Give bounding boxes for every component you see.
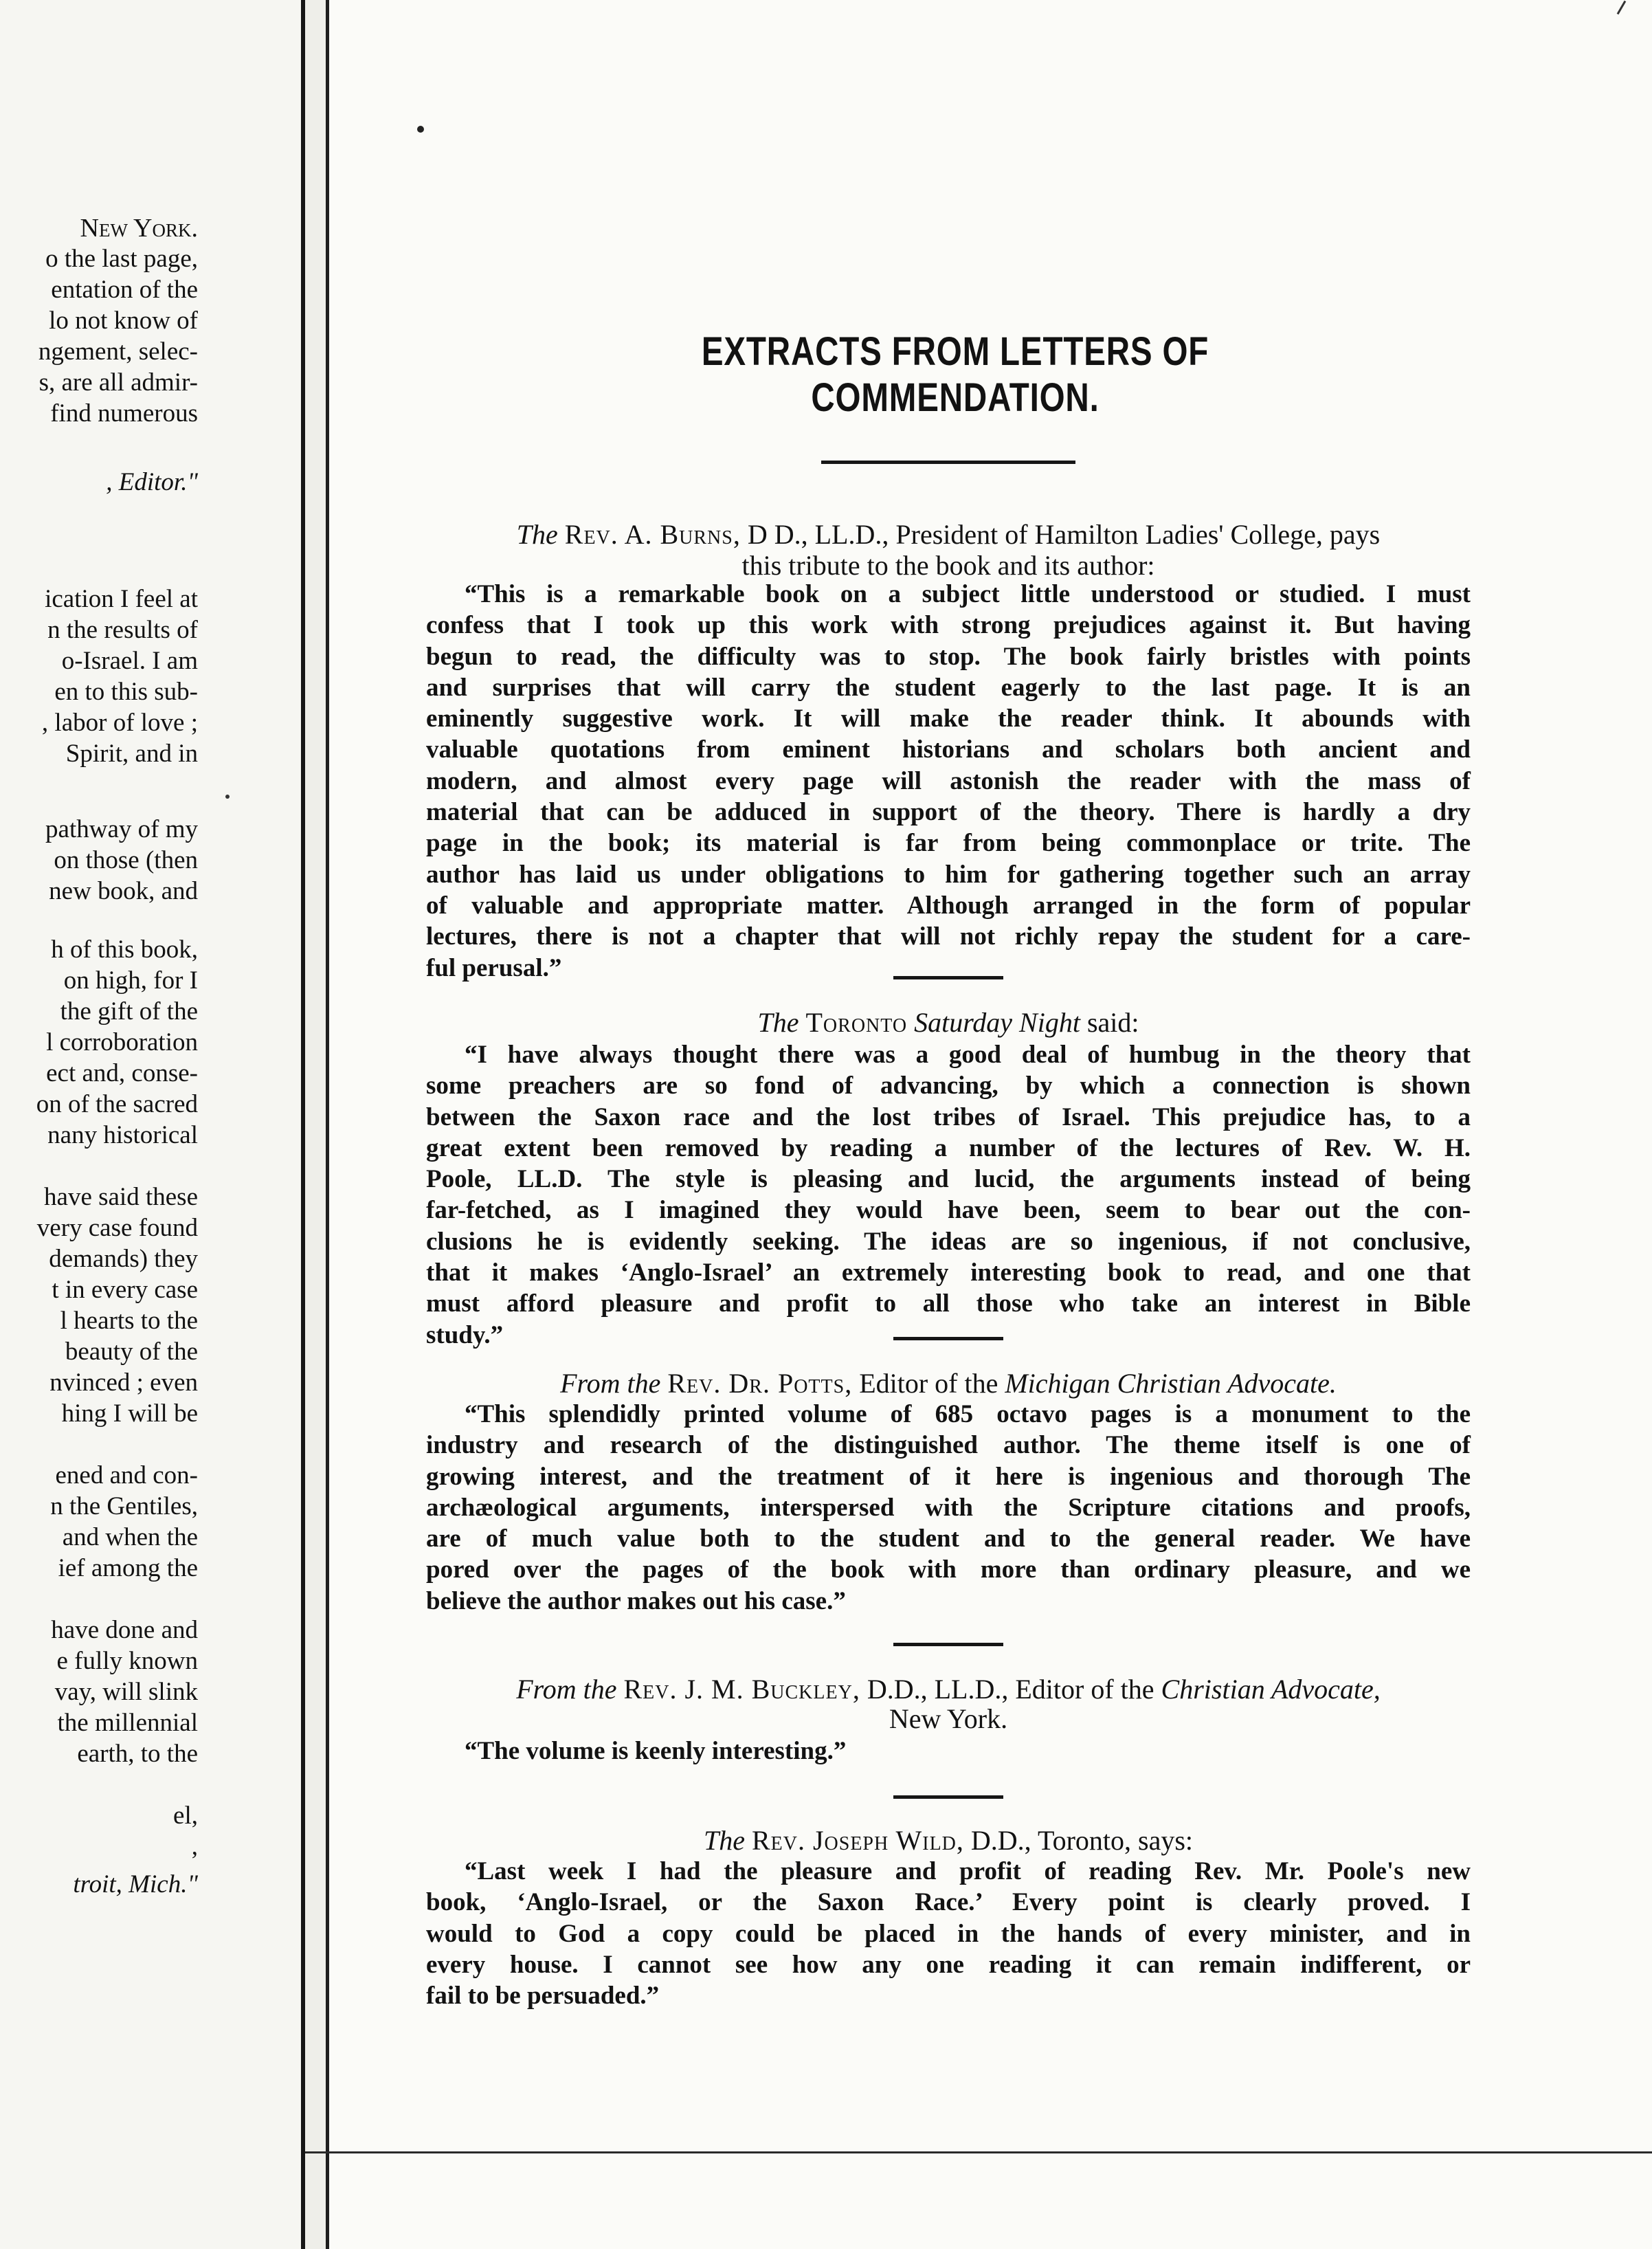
- quote-line: eminently suggestive work. It will make the reader think. It abounds with: [426, 705, 1471, 733]
- left-page-line: find numerous: [50, 399, 198, 428]
- left-page-line: ened and con-: [55, 1461, 198, 1489]
- quote-line: “This is a remarkable book on a subject little understood or studied. I must: [465, 580, 1471, 608]
- quote-line: must afford pleasure and profit to all those who take an interest in Bible: [426, 1289, 1471, 1318]
- left-page-line: and when the: [62, 1523, 198, 1551]
- attribution-segment: Editor of the: [852, 1368, 1005, 1399]
- attribution-segment: D.D., Toronto, says:: [963, 1825, 1194, 1856]
- left-page-line: vay, will slink: [54, 1678, 198, 1706]
- testimonial-quote: [426, 1039, 1471, 1351]
- quote-line: author has laid us under obligations to him for gathering together such an array: [426, 860, 1471, 889]
- left-page-line: ief among the: [58, 1554, 198, 1582]
- left-page-line: nvinced ; even: [49, 1369, 198, 1397]
- quote-line: between the Saxon race and the lost tribes of Israel. This prejudice has, to a: [426, 1103, 1471, 1131]
- quote-line: “This splendidly printed volume of 685 octavo pages is a monument to the: [465, 1400, 1471, 1428]
- quote-line: great extent been removed by reading a number of the lectures of Rev. W. H.: [426, 1133, 1471, 1162]
- left-page-line: troit, Mich.": [73, 1870, 198, 1898]
- attribution-segment: [745, 1825, 752, 1856]
- quote-line: book, ‘Anglo-Israel, or the Saxon Race.’ Every point is clearly proved. I: [426, 1888, 1471, 1917]
- left-page-line: nany historical: [47, 1121, 198, 1149]
- attribution-segment: The: [757, 1007, 799, 1038]
- attribution-segment: D D., LL.D., President of Hamilton Ladies' College, pays: [740, 519, 1381, 550]
- left-page-line: demands) they: [49, 1245, 198, 1273]
- attribution-segment: From the: [560, 1368, 661, 1399]
- quote-line: that it makes ‘Anglo-Israel’ an extremely interesting book to read, and one that: [426, 1259, 1471, 1287]
- quote-line: “The volume is keenly interesting.”: [465, 1737, 847, 1765]
- quote-line: far-fetched, as I imagined they would have been, seem to bear out the con-: [426, 1196, 1471, 1225]
- left-page-line: l hearts to the: [60, 1307, 198, 1335]
- left-page-line: ect and, conse-: [46, 1059, 198, 1087]
- testimonial-attribution: [440, 1825, 1457, 1857]
- quote-line: and surprises that will carry the student eagerly to the last page. It is an: [426, 673, 1471, 702]
- section-divider: [893, 1337, 1003, 1340]
- left-page-line: lo not know of: [49, 307, 198, 335]
- quote-line: modern, and almost every page will astonish the reader with the mass of: [426, 766, 1471, 795]
- left-page-line: beauty of the: [65, 1338, 198, 1366]
- quote-line: page in the book; its material is far from being commonplace or trite. The: [426, 829, 1471, 858]
- quote-line: begun to read, the difficulty was to stop. The book fairly bristles with points: [426, 642, 1471, 671]
- left-page-line: New York.: [80, 214, 198, 243]
- attribution-segment: Saturday Night: [914, 1007, 1080, 1038]
- page-edge-rule: [326, 0, 329, 2249]
- left-page-line: on of the sacred: [36, 1090, 198, 1118]
- left-page-line: on those (then: [54, 846, 198, 874]
- left-page-line: the millennial: [57, 1709, 198, 1737]
- left-page-line: very case found: [36, 1214, 198, 1242]
- binding-gutter: [305, 0, 326, 2249]
- quote-line: Poole, LL.D. The style is pleasing and lucid, the arguments instead of being: [426, 1165, 1471, 1194]
- previous-page-fragment: [0, 0, 301, 2249]
- left-page-line: e fully known: [56, 1647, 198, 1675]
- testimonial-attribution: [440, 519, 1457, 551]
- left-page-line: en to this sub-: [54, 678, 198, 706]
- attribution-segment: The: [516, 519, 558, 550]
- attribution-segment: Rev. Joseph Wild,: [751, 1825, 964, 1856]
- testimonial-quote: [426, 579, 1471, 984]
- left-page-line: hing I will be: [61, 1399, 198, 1428]
- quote-line: “Last week I had the pleasure and profit of reading Rev. Mr. Poole's new: [465, 1857, 1471, 1885]
- attribution-segment: [558, 519, 565, 550]
- attribution-segment: Toronto: [805, 1007, 908, 1038]
- attribution-segment: Michigan Christian Advocate.: [1005, 1368, 1337, 1399]
- attribution-segment: Rev. A. Burns,: [564, 519, 741, 550]
- testimonial-attribution: [440, 1674, 1457, 1705]
- attribution-segment: Rev. Dr. Potts,: [667, 1368, 853, 1399]
- attribution-segment: [907, 1007, 914, 1038]
- left-page-line: ication I feel at: [45, 585, 198, 613]
- left-page-line: l corroboration: [46, 1028, 198, 1056]
- testimonial-attribution: [440, 1368, 1457, 1399]
- testimonial-attribution: [440, 1007, 1457, 1039]
- left-page-line: n the results of: [47, 616, 198, 644]
- stray-ink-mark: [1617, 1, 1627, 15]
- attribution-segment: Rev. J. M. Buckley,: [623, 1674, 860, 1705]
- title-divider: [821, 461, 1075, 464]
- section-divider: [893, 976, 1003, 979]
- testimonial-attribution-continued: this tribute to the book and its author:: [741, 550, 1155, 581]
- quote-line: lectures, there is not a chapter that will not richly repay the student for a care-: [426, 922, 1471, 951]
- left-page-line: the gift of the: [60, 997, 198, 1026]
- left-page-line: , Editor.": [106, 468, 198, 496]
- page-bottom-edge: [305, 2151, 1652, 2153]
- quote-line: pored over the pages of the book with more than ordinary pleasure, and we: [426, 1555, 1471, 1584]
- quote-line: believe the author makes out his case.”: [426, 1586, 846, 1615]
- quote-line: industry and research of the distinguished author. The theme itself is one of: [426, 1431, 1471, 1460]
- quote-line: archæological arguments, interspersed with the Scripture citations and proofs,: [426, 1493, 1471, 1522]
- testimonial-quote: [426, 1856, 1471, 2011]
- left-page-line: pathway of my: [45, 815, 198, 843]
- left-page-line: have said these: [44, 1183, 198, 1211]
- quote-line: study.”: [426, 1320, 504, 1349]
- quote-line: would to God a copy could be placed in the hands of every minister, and in: [426, 1919, 1471, 1948]
- attribution-segment: [799, 1007, 806, 1038]
- attribution-segment: [660, 1368, 667, 1399]
- attribution-segment: Christian Advocate,: [1161, 1674, 1381, 1705]
- attribution-segment: The: [703, 1825, 745, 1856]
- left-page-line: s, are all admir-: [38, 368, 198, 397]
- section-divider: [893, 1795, 1003, 1799]
- left-page-line: earth, to the: [77, 1740, 198, 1768]
- attribution-segment: [616, 1674, 623, 1705]
- attribution-segment: D.D., LL.D., Editor of the: [860, 1674, 1161, 1705]
- left-page-line: have done and: [51, 1616, 198, 1644]
- left-page-line: o the last page,: [45, 245, 198, 273]
- left-page-line: o-Israel. I am: [61, 647, 198, 675]
- stray-ink-mark: [225, 795, 230, 799]
- quote-line: some preachers are so fond of advancing, by which a connection is shown: [426, 1072, 1471, 1100]
- quote-line: fail to be persuaded.”: [426, 1982, 660, 2010]
- left-page-line: ngement, selec-: [38, 337, 198, 366]
- left-page-line: h of this book,: [51, 935, 198, 964]
- testimonial-quote: [426, 1736, 1471, 1766]
- left-page-line: Spirit, and in: [65, 740, 198, 768]
- section-divider: [893, 1643, 1003, 1646]
- quote-line: of valuable and appropriate matter. Although arranged in the form of popular: [426, 891, 1471, 920]
- left-page-line: el,: [173, 1802, 198, 1830]
- quote-line: growing interest, and the treatment of it here is ingenious and thorough The: [426, 1462, 1471, 1491]
- testimonial-attribution-continued: New York.: [889, 1703, 1008, 1734]
- quote-line: are of much value both to the student and to the general reader. We have: [426, 1525, 1471, 1553]
- left-page-line: , labor of love ;: [41, 709, 198, 737]
- attribution-segment: said:: [1080, 1007, 1139, 1038]
- quote-line: material that can be adduced in support of the theory. There is hardly a dry: [426, 798, 1471, 827]
- left-page-line: new book, and: [49, 877, 198, 905]
- quote-line: confess that I took up this work with strong prejudices against it. But having: [426, 611, 1471, 640]
- quote-line: clusions he is evidently seeking. The ideas are so ingenious, if not conclusive,: [426, 1227, 1471, 1256]
- quote-line: every house. I cannot see how any one reading it can remain indifferent, or: [426, 1950, 1471, 1979]
- left-page-line: ,: [191, 1832, 198, 1861]
- quote-line: valuable quotations from eminent historians and scholars both ancient and: [426, 735, 1471, 764]
- left-page-line: t in every case: [52, 1276, 198, 1304]
- left-page-line: entation of the: [51, 276, 198, 304]
- quote-line: “I have always thought there was a good deal of humbug in the theory that: [465, 1041, 1471, 1069]
- commendations-page: [412, 0, 1484, 2151]
- left-page-line: n the Gentiles,: [50, 1492, 198, 1520]
- testimonial-quote: [426, 1399, 1471, 1617]
- attribution-segment: From the: [516, 1674, 617, 1705]
- left-page-line: on high, for I: [63, 966, 198, 995]
- page-title: EXTRACTS FROM LETTERS OF COMMENDATION.: [701, 329, 1209, 420]
- quote-line: ful perusal.”: [426, 953, 562, 982]
